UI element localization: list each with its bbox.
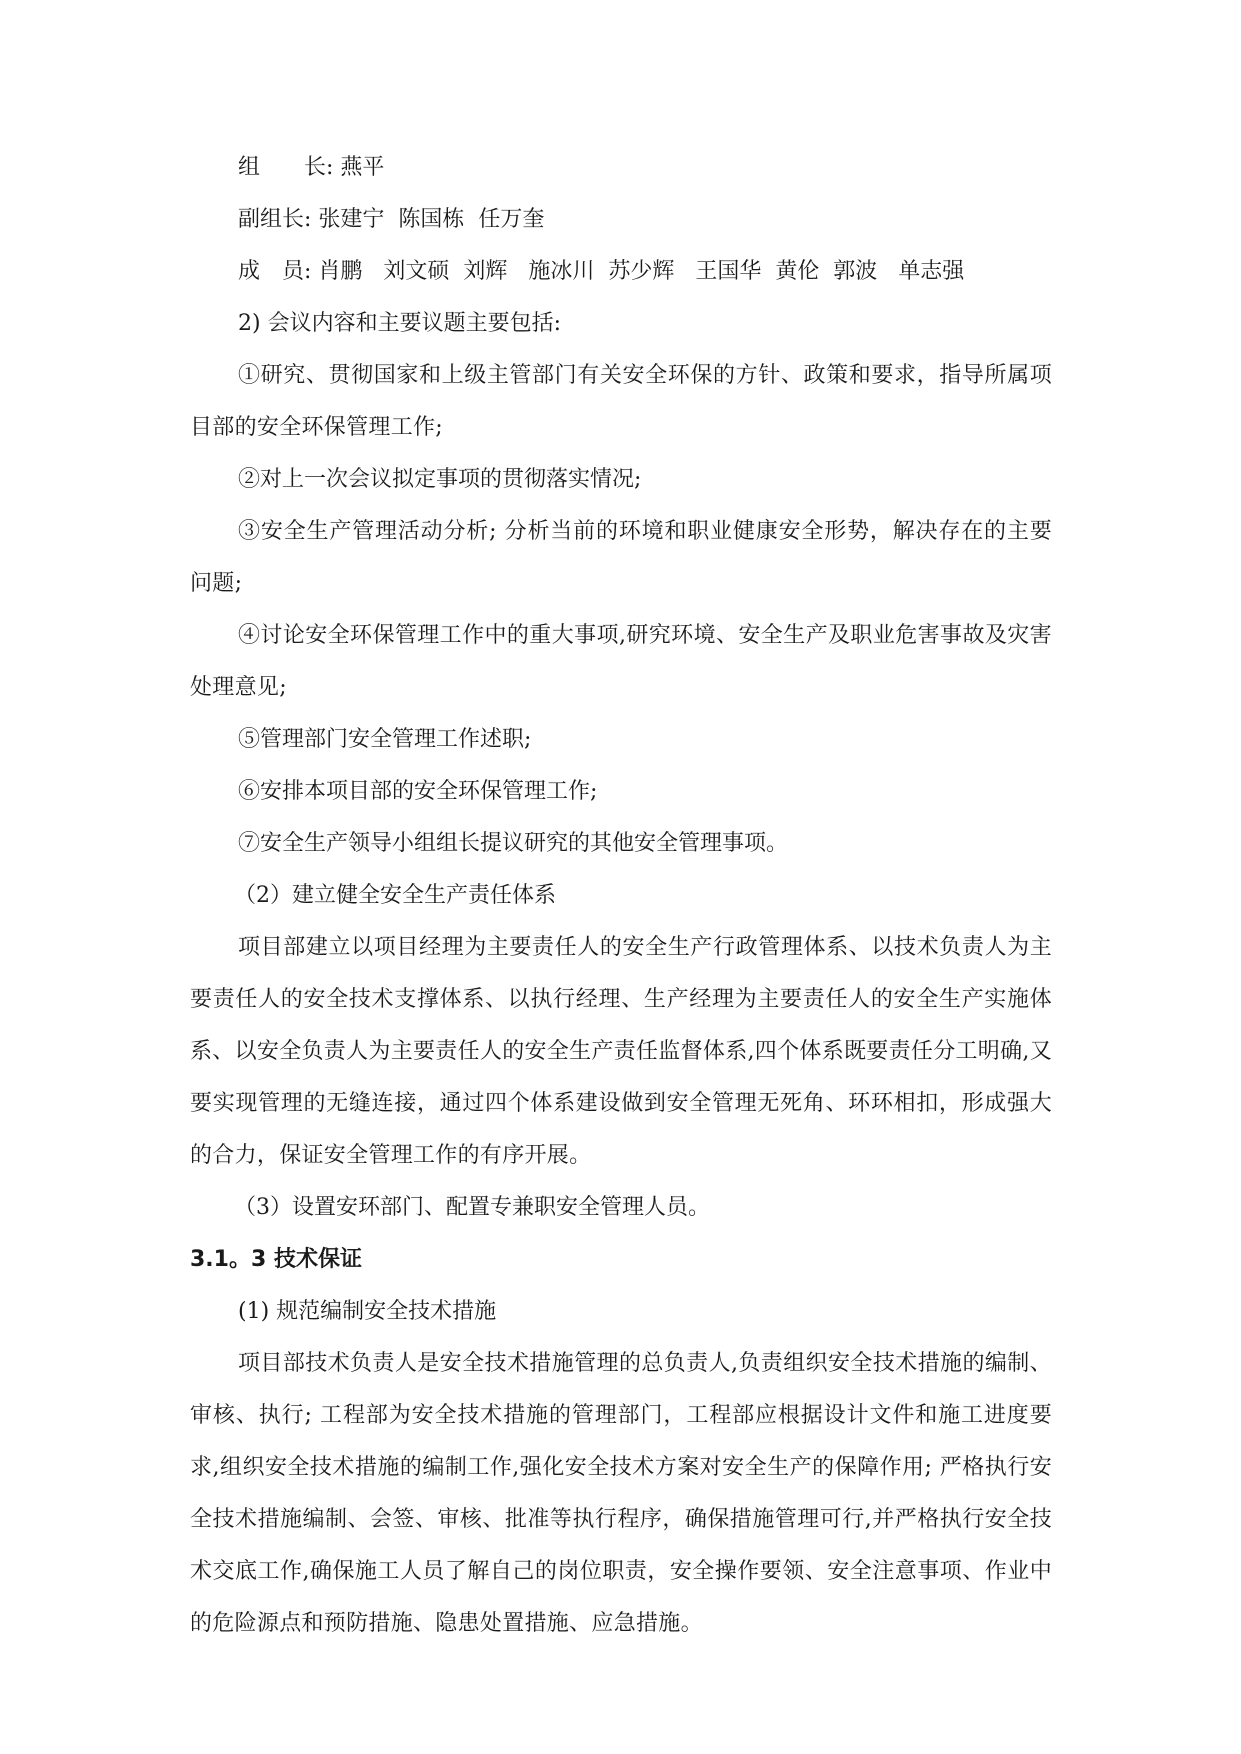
roster-members-line (190, 246, 1052, 298)
tech-body: 项目部技术负责人是安全技术措施管理的总负责人,负责组织安全技术措施的编制、审核、执行; 工程部为安全技术措施的管理部门，工程部应根据设计文件和施工进度要求,组织安全技术措施的编制工作,强化安全技术方案对安全生产的保障作用; 严格执行安全技术措施编制、会签、审核、批准等执行程序，确保措施管理可行,并严格执行安全技术交底工作,确保施工人员了解自己的岗位职责，安全操作要领、安全注意事项、作业中的危险源点和预防措施、隐患处置措施、应急措施。 (190, 1351, 1052, 1636)
section-3-title: （3）设置安环部门、配置专兼职安全管理人员。 (234, 1195, 710, 1220)
leader-label: 组 长: (238, 155, 334, 180)
roster-leader-line (190, 142, 1052, 194)
meeting-item-5: ⑤管理部门安全管理工作述职; (238, 727, 532, 752)
tech-subsection-1-title: (1) 规范编制安全技术措施 (238, 1299, 497, 1324)
deputy-names: 张建宁 陈国栋 任万奎 (318, 207, 545, 232)
section-2-title: （2）建立健全安全生产责任体系 (234, 883, 556, 908)
meeting-item-2: ②对上一次会议拟定事项的贯彻落实情况; (238, 467, 642, 492)
section-2-body: 项目部建立以项目经理为主要责任人的安全生产行政管理体系、以技术负责人为主要责任人的安全技术支撑体系、以执行经理、生产经理为主要责任人的安全生产实施体系、以安全负责人为主要责任人的安全生产责任监督体系,四个体系既要责任分工明确,又要实现管理的无缝连接，通过四个体系建设做到安全管理无死角、环环相扣，形成强大的合力，保证安全管理工作的有序开展。 (190, 935, 1052, 1168)
meeting-item-1: ①研究、贯彻国家和上级主管部门有关安全环保的方针、政策和要求，指导所属项目部的安全环保管理工作; (190, 363, 1052, 440)
meeting-item-6: ⑥安排本项目部的安全环保管理工作; (238, 779, 598, 804)
document-body (190, 142, 1052, 1650)
leader-names: 燕平 (340, 155, 385, 180)
members-label: 成 员: (238, 259, 312, 284)
deputy-label: 副组长: (238, 207, 312, 232)
meeting-intro: 2) 会议内容和主要议题主要包括: (238, 311, 561, 336)
meeting-item-7: ⑦安全生产领导小组组长提议研究的其他安全管理事项。 (238, 831, 789, 856)
members-names: 肖鹏 刘文硕 刘辉 施冰川 苏少辉 王国华 黄伦 郭波 单志强 (318, 259, 965, 284)
section-heading-3-1-3: 3.1。3 技术保证 (190, 1247, 362, 1272)
meeting-item-3: ③安全生产管理活动分析; 分析当前的环境和职业健康安全形势，解决存在的主要问题; (190, 519, 1052, 596)
meeting-item-4: ④讨论安全环保管理工作中的重大事项,研究环境、安全生产及职业危害事故及灾害处理意见; (190, 623, 1052, 700)
roster-deputy-line (190, 194, 1052, 246)
